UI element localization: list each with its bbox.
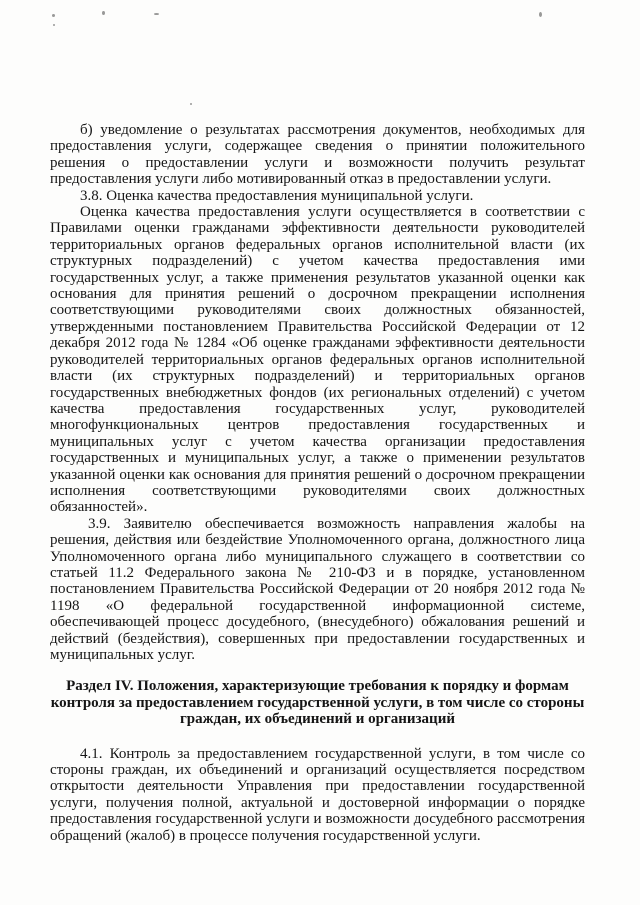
- paragraph-notification: б) уведомление о результатах рассмотрения документов, необходимых для предоставления услуги, содержащее сведения о принятии положительного решения о предоставлении услуги и возможности получить результат предоставления услуги либо мотивированный отказ в предоставлении услуги.: [50, 122, 585, 188]
- paragraph-quality-assessment: Оценка качества предоставления услуги осуществляется в соответствии с Правилами оценки гражданами эффективности деятельности руководителей территориальных органов федеральных органов исполнительной власти (их структурных подразделений) с учетом качества предоставления ими государственных услуг, а также применения результатов указанной оценки как основания для принятия решений о досрочном прекращении исполнения соответствующими руководителями своих должностных обязанностей, утвержденными постановлением Правительства Российской Федерации от 12 декабря 2012 года № 1284 «Об оценке гражданами эффективности деятельности руководителей территориальных органов федеральных органов исполнительной власти (их структурных подразделений) и территориальных органов государственных внебюджетных фондов (их региональных отделений) с учетом качества предоставления государственных услуг, руководителей многофункциональных центров предоставления государственных и муниципальных услуг с учетом качества организации предоставления государственных и муниципальных услуг, а также о применении результатов указанной оценки как основания для принятия решений о досрочном прекращении исполнения соответствующими руководителями своих должностных обязанностей».: [50, 204, 585, 516]
- scan-artifact: [190, 103, 192, 105]
- scan-artifact: [53, 24, 55, 26]
- scan-artifact: [52, 14, 55, 17]
- scan-artifact: [102, 11, 105, 15]
- scan-artifact: [539, 12, 542, 17]
- section-heading: Раздел IV. Положения, характеризующие требования к порядку и формам контроля за предоставлением государственной услуги, в том числе со стороны граждан, их объединений и организаций: [50, 678, 585, 728]
- scan-artifact: [154, 13, 159, 15]
- paragraph-3-8: 3.8. Оценка качества предоставления муниципальной услуги.: [80, 187, 474, 204]
- paragraph-4-1: 4.1. Контроль за предоставлением государственной услуги, в том числе со стороны граждан, их объединений и организаций осуществляется посредством открытости деятельности Управления при предоставлении государственной услуги, получения полной, актуальной и достоверной информации о порядке предоставления государственной услуги и возможности досудебного рассмотрения обращений (жалоб) в процессе получения государственной услуги.: [50, 745, 585, 844]
- paragraph-3-9: 3.9. Заявителю обеспечивается возможность направления жалобы на решения, действия или бездействие Уполномоченного органа, должностного лица Уполномоченного органа либо муниципального служащего в соответствии со статьей 11.2 Федерального закона № 210-ФЗ и в порядке, установленном постановлением Правительства Российской Федерации от 20 ноября 2012 года № 1198 «О федеральной государственной информационной системе, обеспечивающей процесс досудебного, (внесудебного) обжалования решений и действий (бездействия), совершенных при предоставлении государственных и муниципальных услуг.: [50, 515, 585, 663]
- document-body: [50, 122, 585, 844]
